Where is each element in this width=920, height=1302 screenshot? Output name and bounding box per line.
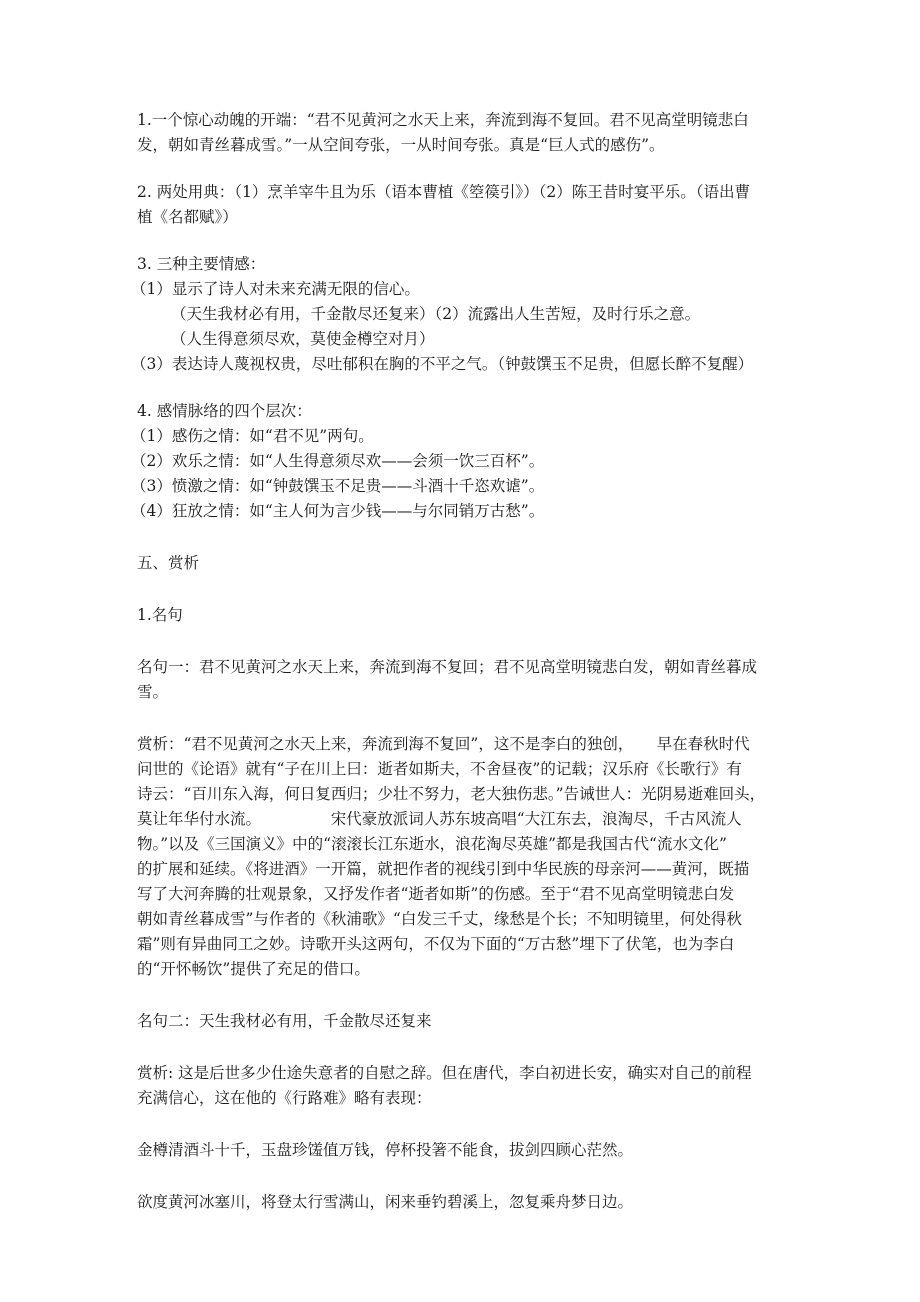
document-page — [131, 108, 792, 1215]
quote-line: （天生我材必有用，千金散尽还复来）（2）流露出人生苦短，及时行乐之意。 — [171, 305, 701, 323]
text-line: 诗云：“百川东入海，何日复西归；少壮不努力，老大独伤悲。”告诫世人：光阴易逝难回头， — [137, 785, 766, 803]
text-line: 植《名都赋》） — [137, 208, 238, 226]
text-line: 的扩展和延续。《将进酒》一开篇，就把作者的视线引到中华民族的母亲河——黄河，既描 — [137, 860, 750, 878]
text-line: 霜”则有异曲同工之妙。诗歌开头这两句，不仅为下面的“万古愁”埋下了伏笔，也为李白 — [137, 935, 735, 953]
famous-line-2 — [137, 1009, 792, 1034]
text-line: 名句二：天生我材必有用，千金散尽还复来 — [137, 1012, 432, 1030]
list-item: （1）感伤之情：如“君不见”两句。 — [131, 427, 374, 445]
text-line: 充满信心，这在他的《行路难》略有表现： — [137, 1089, 432, 1107]
section-5-heading — [137, 551, 792, 576]
section-3-emotions — [131, 252, 792, 377]
text-line: 赏析: 这是后世多少仕途失意者的自慰之辞。但在唐代，李白初进长安，确实对自己的前程 — [137, 1064, 752, 1082]
list-item: （3）表达诗人蔑视权贵，尽吐郁积在胸的不平之气。（钟鼓馔玉不足贵，但愿长醉不复醒） — [131, 355, 754, 373]
sub-heading: 1.名句 — [137, 606, 183, 624]
section-4-layers — [131, 399, 792, 524]
famous-lines-heading — [137, 603, 792, 628]
section-heading: 五、赏析 — [137, 554, 200, 572]
section-2-allusions — [137, 180, 792, 230]
section-1-opening — [137, 108, 792, 158]
text-line: 欲度黄河冰塞川，将登太行雪满山，闲来垂钓碧溪上，忽复乘舟梦日边。 — [137, 1193, 634, 1211]
text-line: 问世的《论语》就有“子在川上曰：逝者如斯夫，不舍昼夜”的记载；汉乐府《长歌行》有 — [137, 760, 742, 778]
text-line: 2. 两处用典：（1）烹羊宰牛且为乐（语本曹植《箜篌引》）（2）陈王昔时宴平乐。（语出曹 — [137, 183, 750, 201]
analysis-2 — [137, 1061, 792, 1111]
list-item: （3）愤激之情：如“钟鼓馔玉不足贵——斗酒十千恣欢谑”。 — [131, 477, 545, 495]
section-heading: 4. 感情脉络的四个层次： — [137, 402, 312, 420]
poem-line-1 — [137, 1138, 792, 1163]
section-heading: 3. 三种主要情感： — [137, 255, 266, 273]
text-line: 写了大河奔腾的壮观景象，又抒发作者“逝者如斯”的伤感。至于“君不见高堂明镜悲白发 — [137, 885, 735, 903]
list-item: （4）狂放之情：如“主人何为言少钱——与尔同销万古愁”。 — [131, 502, 545, 520]
list-item: （2）欢乐之情：如“人生得意须尽欢——会须一饮三百杯”。 — [131, 452, 545, 470]
text-line: 1.一个惊心动魄的开端：“君不见黄河之水天上来，奔流到海不复回。君不见高堂明镜悲白 — [137, 111, 749, 129]
analysis-1 — [137, 732, 792, 982]
text-line: 发，朝如青丝暮成雪。”一从空间夸张，一从时间夸张。真是“巨人式的感伤”。 — [137, 136, 665, 154]
text-line: 莫让年华付水流。 宋代豪放派词人苏东坡高唱“大江东去，浪淘尽，千古风流人 — [137, 810, 742, 828]
text-line: 朝如青丝暮成雪”与作者的《秋浦歌》“白发三千丈，缘愁是个长；不知明镜里，何处得秋 — [137, 910, 742, 928]
text-line: 物。”以及《三国演义》中的“滚滚长江东逝水，浪花淘尽英雄”都是我国古代“流水文化” — [137, 835, 727, 853]
text-line: 赏析：“君不见黄河之水天上来，奔流到海不复回”，这不是李白的独创， 早在春秋时代 — [137, 735, 750, 753]
famous-line-1 — [137, 655, 792, 705]
text-line: 名句一：君不见黄河之水天上来，奔流到海不复回；君不见高堂明镜悲白发，朝如青丝暮成 — [137, 658, 758, 676]
text-line: 的“开怀畅饮”提供了充足的借口。 — [137, 960, 370, 978]
quote-line: （人生得意须尽欢，莫使金樽空对月） — [171, 330, 435, 348]
text-line: 雪。 — [137, 683, 169, 701]
text-line: 金樽清酒斗十千，玉盘珍馐值万钱，停杯投箸不能食，拔剑四顾心茫然。 — [137, 1141, 634, 1159]
list-item: （1）显示了诗人对未来充满无限的信心。 — [131, 280, 420, 298]
poem-line-2 — [137, 1190, 792, 1215]
